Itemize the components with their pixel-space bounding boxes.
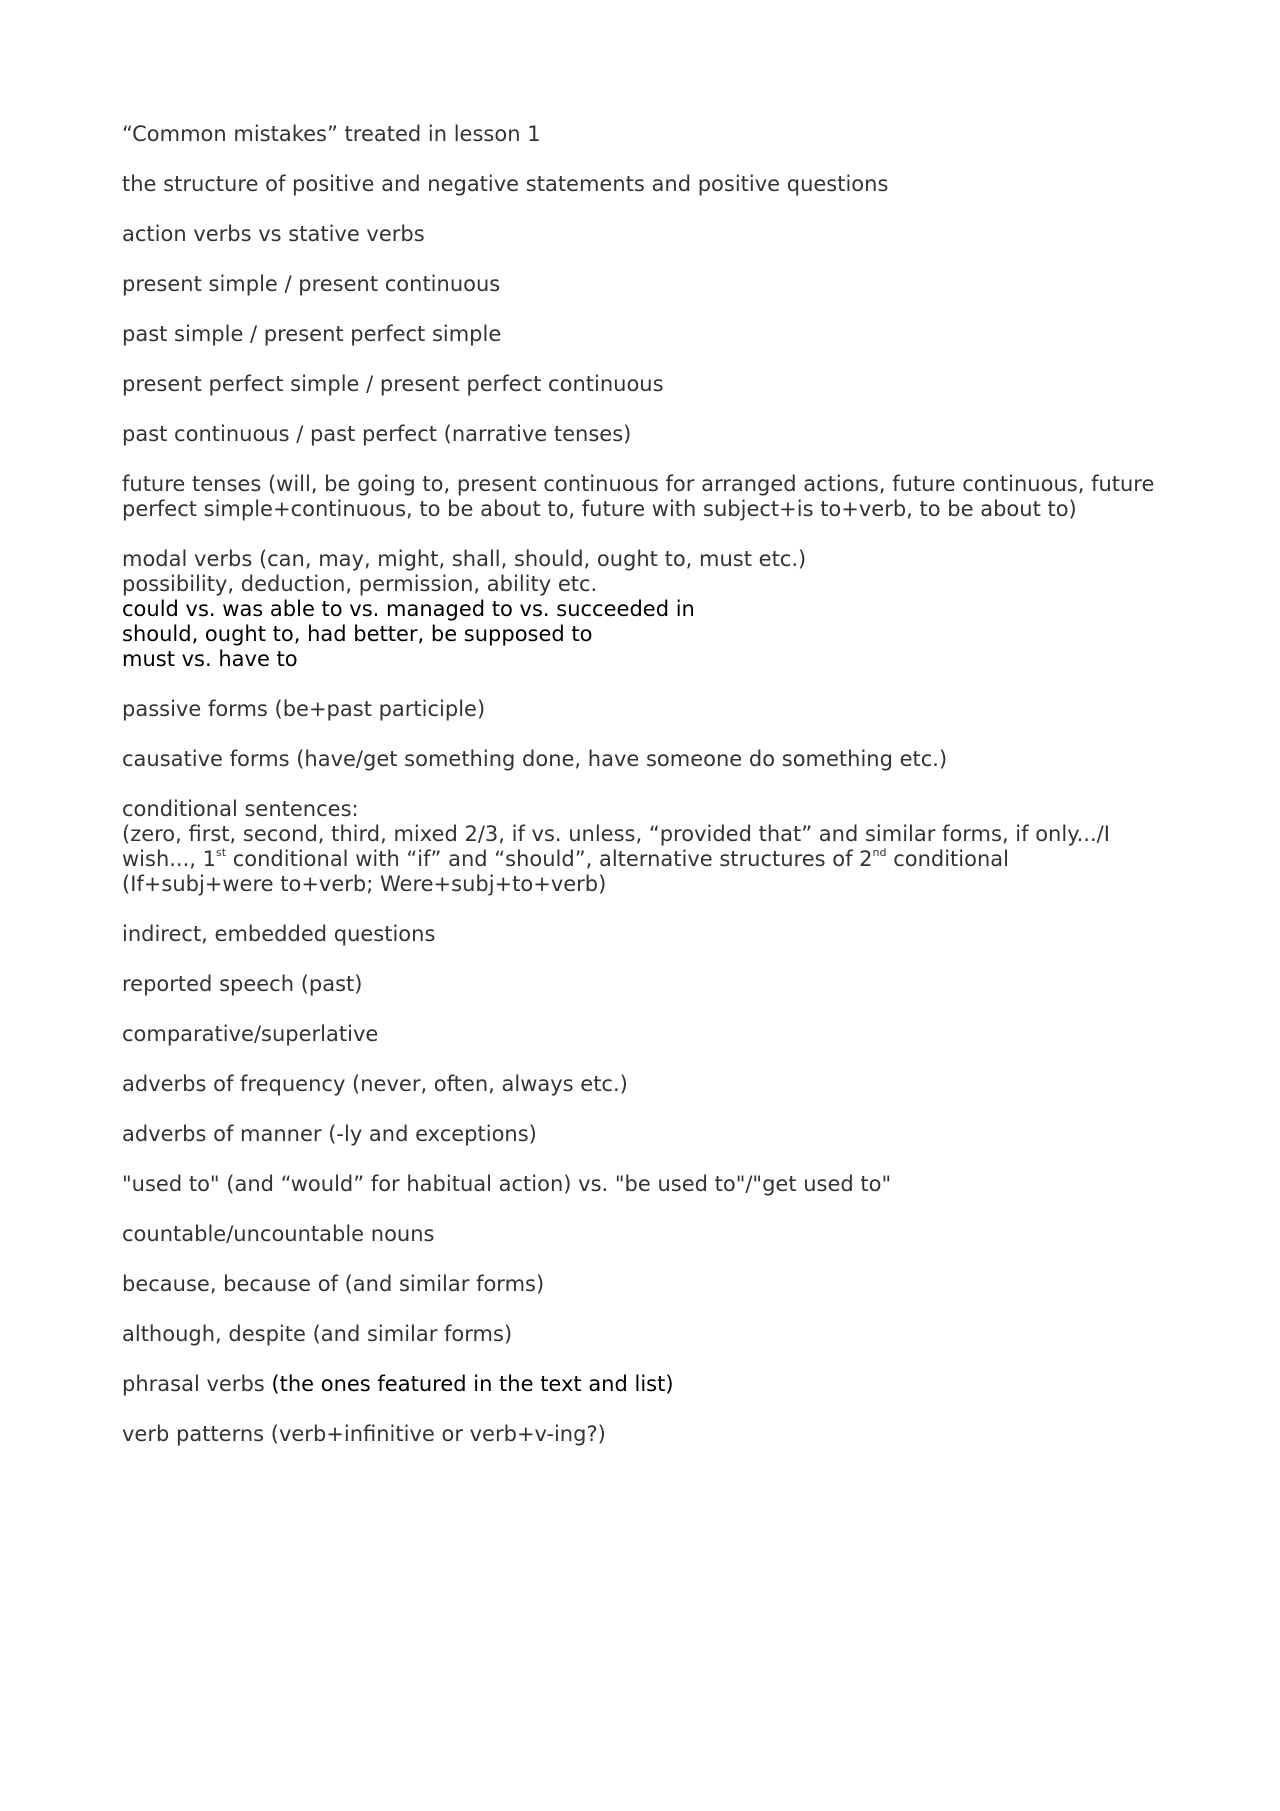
item-modal-verbs <box>122 547 1162 672</box>
modal-line-4: should, ought to, had better, be supposed to <box>122 622 593 646</box>
item-comparative: comparative/superlative <box>122 1022 379 1046</box>
modal-line-3: could vs. was able to vs. managed to vs. succeeded in <box>122 597 695 621</box>
item-past-continuous-perfect: past continuous / past perfect (narrative tenses) <box>122 422 632 446</box>
item-present-simple-continuous: present simple / present continuous <box>122 272 501 296</box>
item-causative: causative forms (have/get something done, have someone do something etc.) <box>122 747 948 771</box>
document-page <box>122 122 1162 1472</box>
item-action-stative: action verbs vs stative verbs <box>122 222 425 246</box>
conditional-part-2: conditional with “if” and “should”, alternative structures of 2 <box>226 847 873 871</box>
item-passive: passive forms (be+past participle) <box>122 697 486 721</box>
conditional-part-3: conditional (If+subj+were to+verb; Were+subj+to+verb) <box>122 847 1009 896</box>
item-present-perfect-simple-continuous: present perfect simple / present perfect continuous <box>122 372 664 396</box>
item-used-to: "used to" (and “would” for habitual action) vs. "be used to"/"get used to" <box>122 1172 892 1196</box>
phrasal-label: phrasal verbs <box>122 1372 272 1396</box>
conditional-sup-1: st <box>216 846 227 859</box>
item-past-simple-present-perfect: past simple / present perfect simple <box>122 322 502 346</box>
item-indirect-questions: indirect, embedded questions <box>122 922 436 946</box>
item-verb-patterns: verb patterns (verb+infinitive or verb+v-ing?) <box>122 1422 606 1446</box>
item-phrasal-verbs <box>122 1372 1162 1397</box>
item-adverbs-frequency: adverbs of frequency (never, often, always etc.) <box>122 1072 628 1096</box>
item-reported-speech: reported speech (past) <box>122 972 363 996</box>
conditional-sup-2: nd <box>872 846 887 859</box>
item-adverbs-manner: adverbs of manner (-ly and exceptions) <box>122 1122 537 1146</box>
item-because: because, because of (and similar forms) <box>122 1272 545 1296</box>
conditional-heading: conditional sentences: <box>122 797 359 821</box>
item-structure: the structure of positive and negative statements and positive questions <box>122 172 889 196</box>
conditional-details <box>122 822 1162 897</box>
phrasal-note: (the ones featured in the text and list) <box>271 1372 674 1396</box>
modal-line-5: must vs. have to <box>122 647 298 671</box>
document-title: “Common mistakes” treated in lesson 1 <box>122 122 541 146</box>
modal-line-1: modal verbs (can, may, might, shall, should, ought to, must etc.) <box>122 547 807 571</box>
item-conditional <box>122 797 1162 897</box>
modal-line-2: possibility, deduction, permission, ability etc. <box>122 572 598 596</box>
item-future-tenses: future tenses (will, be going to, present continuous for arranged actions, future continuous, future perfect simple+continuous, to be about to, future with subject+is to+verb, to be about to) <box>122 472 1155 521</box>
conditional-part-1: (zero, first, second, third, mixed 2/3, if vs. unless, “provided that” and similar forms, if only.../I wish..., 1 <box>122 822 1110 871</box>
item-countable: countable/uncountable nouns <box>122 1222 435 1246</box>
item-although: although, despite (and similar forms) <box>122 1322 513 1346</box>
